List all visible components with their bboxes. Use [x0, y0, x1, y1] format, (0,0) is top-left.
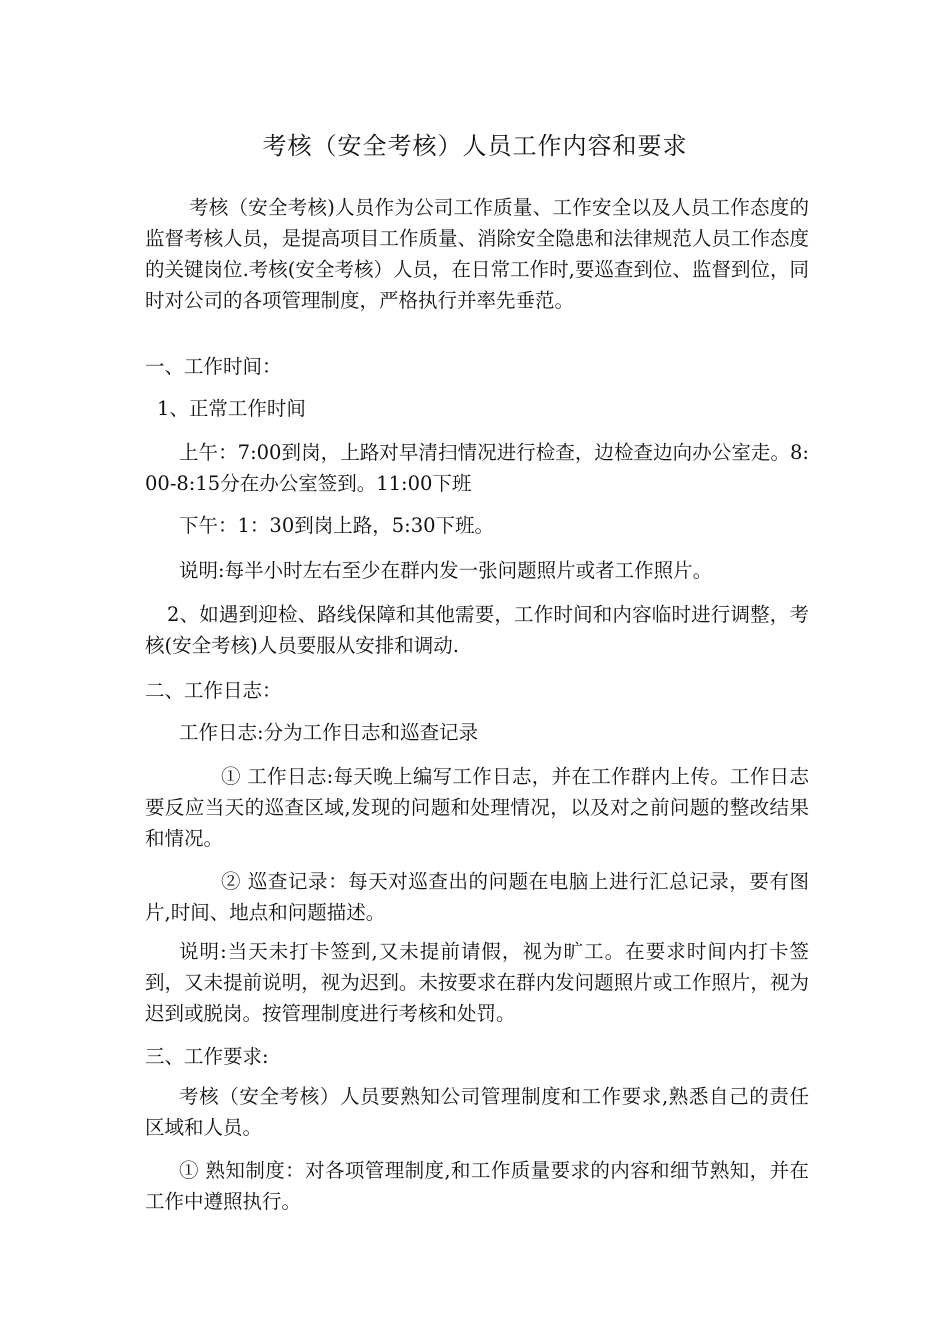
- note-attendance-rules: 说明:当天未打卡签到,又未提前请假，视为旷工。在要求时间内打卡签到，又未提前说明，视为迟到。未按要求在群内发问题照片或工作照片，视为迟到或脱岗。按管理制度进行考核和处罚。: [145, 940, 809, 1025]
- document-title: 考核（安全考核）人员工作内容和要求: [262, 132, 688, 160]
- afternoon-schedule: 下午：1：30到岗上路，5:30下班。: [179, 514, 495, 537]
- work-log-item-inspection-record: ② 巡查记录：每天对巡查出的问题在电脑上进行汇总记录，要有图片,时间、地点和问题描述。: [145, 870, 809, 924]
- section-heading-work-time: 一、工作时间：: [145, 355, 282, 378]
- intro-paragraph: 考核（安全考核)人员作为公司工作质量、工作安全以及人员工作态度的监督考核人员，是提高项目工作质量、消除安全隐患和法律规范人员工作态度的关键岗位.考核(安全考核）人员，在日常工作时,要巡查到位、监督到位，同时对公司的各项管理制度，严格执行并率先垂范。: [145, 196, 809, 312]
- note-photo-requirement: 说明:每半小时左右至少在群内发一张问题照片或者工作照片。: [179, 559, 713, 582]
- requirement-item-know-rules: ① 熟知制度：对各项管理制度,和工作质量要求的内容和细节熟知，并在工作中遵照执行。: [145, 1159, 809, 1213]
- work-log-item-daily-log: ① 工作日志:每天晚上编写工作日志，并在工作群内上传。工作日志要反应当天的巡查区域,发现的问题和处理情况，以及对之前问题的整改结果和情况。: [145, 765, 809, 850]
- item-schedule-adjustment: 2、如遇到迎检、路线保障和其他需要，工作时间和内容临时进行调整，考核(安全考核)人员要服从安排和调动.: [145, 603, 809, 657]
- section-heading-work-requirements: 三、工作要求:: [145, 1045, 269, 1068]
- item-normal-hours-heading: 1、正常工作时间: [157, 397, 306, 420]
- morning-schedule: 上午：7:00到岗，上路对早清扫情况进行检查，边检查边向办公室走。8:00-8:15分在办公室签到。11:00下班: [145, 441, 809, 495]
- section-heading-work-log: 二、工作日志：: [145, 679, 282, 702]
- work-log-intro: 工作日志:分为工作日志和巡查记录: [179, 721, 479, 744]
- requirements-intro: 考核（安全考核）人员要熟知公司管理制度和工作要求,熟悉自己的责任区域和人员。: [145, 1085, 809, 1139]
